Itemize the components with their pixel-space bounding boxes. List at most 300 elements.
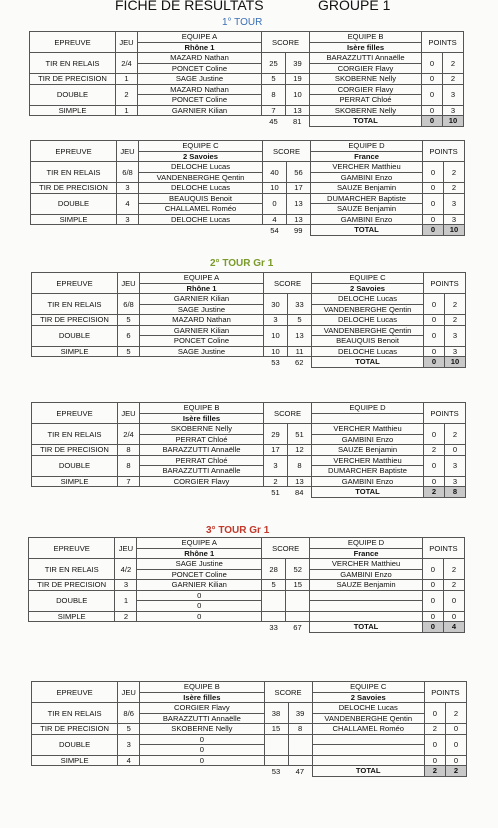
score-b-cell: 52 — [286, 559, 310, 580]
tour-1-label: 1° TOUR — [222, 17, 263, 28]
team-b-name: France — [311, 151, 423, 162]
team-a-header: EQUIPE A — [140, 273, 264, 284]
jeu-header: JEU — [118, 682, 140, 703]
totals-row — [31, 225, 465, 236]
points-a-cell: 0 — [423, 183, 444, 194]
player-b-cell: SKOBERNE Nelly — [310, 74, 422, 85]
table-row — [32, 294, 466, 305]
blank-cell — [140, 487, 264, 498]
jeu-cell: 1 — [116, 74, 138, 85]
points-a-cell: 0 — [422, 53, 443, 74]
points-b-cell: 0 — [445, 445, 466, 456]
points-b-cell: 3 — [445, 325, 466, 346]
points-b-cell: 2 — [445, 315, 466, 326]
player-b-cell: PERRAT Chloé — [310, 95, 422, 106]
jeu-header: JEU — [118, 403, 140, 424]
score-header: SCORE — [262, 32, 310, 53]
score-b-cell: 33 — [288, 294, 312, 315]
total-label: TOTAL — [310, 622, 423, 633]
epreuve-cell: TIR EN RELAIS — [30, 53, 116, 74]
player-b-cell: VERCHER Matthieu — [311, 162, 423, 173]
score-a-cell: 7 — [262, 105, 286, 116]
score-sum-a: 51 — [271, 487, 280, 497]
score-a-cell: 38 — [264, 703, 288, 724]
points-b-cell: 2 — [444, 162, 465, 183]
epreuve-cell: SIMPLE — [32, 346, 118, 357]
team-a-header: EQUIPE B — [140, 682, 264, 693]
score-sum-a: 53 — [271, 357, 280, 367]
jeu-cell: 2/4 — [118, 424, 140, 445]
team-b-name: 2 Savoies — [312, 692, 424, 703]
player-a-cell: CHALLAMEL Roméo — [139, 204, 263, 215]
points-a-cell: 0 — [424, 346, 445, 357]
blank-cell — [31, 225, 117, 236]
score-sum-a: 54 — [270, 225, 279, 235]
epreuve-cell: TIR DE PRECISION — [32, 315, 118, 326]
totals-row — [32, 766, 467, 777]
total-points-b: 8 — [445, 487, 466, 498]
score-b-cell — [286, 590, 310, 611]
score-a-cell: 0 — [263, 193, 287, 214]
blank-cell — [138, 116, 262, 127]
player-a-cell: PONCET Coline — [140, 336, 264, 347]
player-b-cell: SKOBERNE Nelly — [310, 105, 422, 116]
score-sum-b: 47 — [295, 766, 305, 776]
total-points-b: 10 — [444, 225, 465, 236]
player-a-cell: BARAZZUTTI Annaëlle — [140, 466, 264, 477]
points-b-cell: 3 — [445, 346, 466, 357]
score-sum-b: 84 — [295, 487, 304, 497]
totals-row — [30, 116, 464, 127]
team-a-header: EQUIPE A — [138, 32, 262, 43]
player-b-cell: DUMARCHER Baptiste — [311, 193, 423, 204]
jeu-header: JEU — [115, 538, 137, 559]
player-b-cell: GAMBINI Enzo — [312, 476, 424, 487]
total-label: TOTAL — [310, 116, 422, 127]
player-a-cell: GARNIER Kilian — [140, 294, 264, 305]
jeu-cell: 1 — [115, 590, 137, 611]
player-b-cell: BEAUQUIS Benoit — [312, 336, 424, 347]
sheet-title: FICHE DE RESULTATS — [115, 0, 264, 13]
total-label: TOTAL — [312, 766, 424, 777]
jeu-cell: 4 — [117, 193, 139, 214]
total-points-b: 4 — [443, 622, 464, 633]
score-b-cell: 39 — [288, 703, 312, 724]
points-header: POINTS — [424, 273, 466, 294]
points-a-cell: 0 — [423, 193, 444, 214]
score-b-cell: 13 — [288, 325, 312, 346]
player-b-cell: VANDENBERGHE Qentin — [312, 325, 424, 336]
epreuve-cell: TIR DE PRECISION — [30, 74, 116, 85]
score-b-cell: 5 — [288, 315, 312, 326]
points-a-cell: 2 — [424, 445, 445, 456]
score-a-cell: 5 — [262, 74, 286, 85]
team-b-header: EQUIPE D — [311, 141, 423, 152]
match-table — [31, 272, 466, 368]
total-points-b: 10 — [443, 116, 464, 127]
player-a-cell: SAGE Justine — [137, 559, 262, 570]
player-a-cell: BARAZZUTTI Annaëlle — [140, 713, 264, 724]
points-a-cell: 0 — [424, 315, 445, 326]
total-points-a: 0 — [422, 116, 443, 127]
epreuve-header: EPREUVE — [30, 32, 116, 53]
player-b-cell: DELOCHE Lucas — [312, 294, 424, 305]
player-b-cell: CHALLAMEL Roméo — [312, 724, 424, 735]
points-b-cell: 2 — [443, 74, 464, 85]
tour-3-label: 3° TOUR Gr 1 — [206, 525, 270, 536]
total-points-a: 0 — [424, 357, 445, 368]
player-b-cell: SAUZE Benjamin — [311, 183, 423, 194]
points-b-cell: 0 — [445, 755, 466, 766]
jeu-header: JEU — [118, 273, 140, 294]
jeu-cell: 2 — [116, 84, 138, 105]
blank-cell — [32, 487, 118, 498]
jeu-cell: 4/2 — [115, 559, 137, 580]
player-b-cell: DELOCHE Lucas — [312, 703, 424, 714]
blank-cell — [118, 766, 140, 777]
jeu-cell: 3 — [117, 214, 139, 225]
player-a-cell: 0 — [137, 611, 262, 622]
player-a-cell: VANDENBERGHE Qentin — [139, 172, 263, 183]
team-a-name: Rhône 1 — [138, 42, 262, 53]
player-a-cell: PONCET Coline — [137, 569, 262, 580]
score-a-cell: 10 — [263, 183, 287, 194]
player-a-cell: PONCET Coline — [138, 63, 262, 74]
player-b-cell: VERCHER Matthieu — [312, 424, 424, 435]
team-a-name: 2 Savoies — [139, 151, 263, 162]
points-b-cell: 3 — [444, 214, 465, 225]
header-row — [32, 273, 466, 284]
team-b-header: EQUIPE C — [312, 273, 424, 284]
score-sum-a: 53 — [271, 766, 281, 776]
player-b-cell — [310, 601, 423, 612]
points-a-cell: 0 — [422, 611, 443, 622]
table-row — [31, 183, 465, 194]
player-a-cell: PONCET Coline — [138, 95, 262, 106]
player-b-cell: BARAZZUTTI Annaëlle — [310, 53, 422, 64]
blank-cell — [117, 225, 139, 236]
score-header: SCORE — [263, 141, 311, 162]
blank-cell — [140, 357, 264, 368]
score-b-cell: 56 — [287, 162, 311, 183]
player-a-cell: 0 — [140, 755, 264, 766]
jeu-header: JEU — [116, 32, 138, 53]
team-a-header: EQUIPE B — [140, 403, 264, 414]
epreuve-header: EPREUVE — [32, 273, 118, 294]
points-a-cell: 0 — [424, 476, 445, 487]
epreuve-cell: SIMPLE — [32, 755, 118, 766]
points-a-cell: 0 — [422, 580, 443, 591]
match-table — [31, 402, 466, 498]
totals-row — [32, 487, 466, 498]
score-a-cell: 25 — [262, 53, 286, 74]
player-b-cell: GAMBINI Enzo — [310, 569, 423, 580]
player-b-cell: VERCHER Matthieu — [312, 455, 424, 466]
points-b-cell: 0 — [445, 734, 466, 755]
player-a-cell: SKOBERNE Nelly — [140, 724, 264, 735]
player-a-cell: PERRAT Chloé — [140, 434, 264, 445]
total-points-a: 2 — [424, 487, 445, 498]
jeu-cell: 8 — [118, 445, 140, 456]
points-a-cell: 2 — [424, 724, 445, 735]
totals-row — [32, 357, 466, 368]
jeu-cell: 6/8 — [118, 294, 140, 315]
table-row — [32, 346, 466, 357]
points-a-cell: 0 — [424, 294, 445, 315]
score-b-cell: 10 — [286, 84, 310, 105]
jeu-cell: 7 — [118, 476, 140, 487]
points-a-cell: 0 — [424, 755, 445, 766]
score-header: SCORE — [264, 403, 312, 424]
score-a-cell: 8 — [262, 84, 286, 105]
total-points-b: 10 — [445, 357, 466, 368]
blank-cell — [137, 622, 262, 633]
player-a-cell: SKOBERNE Nelly — [140, 424, 264, 435]
score-b-cell — [288, 734, 312, 755]
header-row — [32, 403, 466, 414]
score-a-cell: 10 — [264, 325, 288, 346]
points-b-cell: 2 — [445, 424, 466, 445]
score-a-cell — [262, 590, 286, 611]
table-row — [31, 162, 465, 173]
points-b-cell: 0 — [443, 611, 464, 622]
table-row — [32, 476, 466, 487]
player-b-cell: DELOCHE Lucas — [312, 346, 424, 357]
score-b-cell — [286, 611, 310, 622]
player-b-cell: GAMBINI Enzo — [311, 214, 423, 225]
points-a-cell: 0 — [424, 424, 445, 445]
player-b-cell: GAMBINI Enzo — [312, 434, 424, 445]
blank-cell — [139, 225, 263, 236]
player-a-cell: SAGE Justine — [140, 304, 264, 315]
table-row — [31, 193, 465, 204]
table-row — [30, 105, 464, 116]
points-b-cell: 3 — [443, 84, 464, 105]
score-a-cell: 30 — [264, 294, 288, 315]
player-b-cell — [312, 734, 424, 745]
blank-cell — [32, 357, 118, 368]
player-b-cell: SAUZE Benjamin — [312, 445, 424, 456]
table-row — [32, 315, 466, 326]
player-a-cell: MAZARD Nathan — [140, 315, 264, 326]
team-b-name: 2 Savoies — [312, 283, 424, 294]
blank-cell — [29, 622, 115, 633]
score-a-cell — [264, 734, 288, 755]
player-a-cell: SAGE Justine — [138, 74, 262, 85]
score-a-cell: 17 — [264, 445, 288, 456]
team-b-header: EQUIPE D — [310, 538, 423, 549]
player-b-cell: VANDENBERGHE Qentin — [312, 304, 424, 315]
table-row — [32, 325, 466, 336]
score-a-cell: 10 — [264, 346, 288, 357]
total-label: TOTAL — [312, 357, 424, 368]
player-b-cell — [310, 611, 423, 622]
player-a-cell: BARAZZUTTI Annaëlle — [140, 445, 264, 456]
score-b-cell: 17 — [287, 183, 311, 194]
blank-cell — [140, 766, 264, 777]
table-row — [30, 53, 464, 64]
team-b-name: France — [310, 548, 423, 559]
jeu-cell: 2 — [115, 611, 137, 622]
table-row — [30, 74, 464, 85]
points-b-cell: 3 — [444, 193, 465, 214]
points-b-cell: 2 — [443, 580, 464, 591]
epreuve-cell: SIMPLE — [30, 105, 116, 116]
blank-cell — [118, 357, 140, 368]
blank-cell — [116, 116, 138, 127]
match-table — [28, 537, 465, 633]
blank-cell — [118, 487, 140, 498]
player-a-cell: CORGIER Flavy — [140, 703, 264, 714]
team-a-header: EQUIPE C — [139, 141, 263, 152]
player-a-cell: 0 — [140, 734, 264, 745]
player-b-cell — [310, 590, 423, 601]
score-b-cell: 51 — [288, 424, 312, 445]
epreuve-cell: TIR EN RELAIS — [29, 559, 115, 580]
score-header: SCORE — [264, 682, 312, 703]
table-row — [32, 445, 466, 456]
player-b-cell: SAUZE Benjamin — [311, 204, 423, 215]
score-b-cell: 13 — [287, 214, 311, 225]
blank-cell — [115, 622, 137, 633]
epreuve-cell: DOUBLE — [32, 325, 118, 346]
epreuve-cell: TIR EN RELAIS — [31, 162, 117, 183]
jeu-cell: 8 — [118, 455, 140, 476]
table-row — [29, 580, 465, 591]
epreuve-cell: TIR EN RELAIS — [32, 703, 118, 724]
score-a-cell: 5 — [262, 580, 286, 591]
table-row — [32, 424, 466, 435]
score-sum-a: 33 — [269, 622, 278, 632]
epreuve-cell: TIR DE PRECISION — [31, 183, 117, 194]
team-b-header: EQUIPE C — [312, 682, 424, 693]
team-b-header: EQUIPE B — [310, 32, 422, 43]
points-header: POINTS — [423, 141, 465, 162]
team-a-name: Isère filles — [140, 413, 264, 424]
points-header: POINTS — [422, 538, 464, 559]
score-a-cell: 40 — [263, 162, 287, 183]
jeu-cell: 1 — [116, 105, 138, 116]
epreuve-cell: DOUBLE — [32, 734, 118, 755]
points-b-cell: 3 — [443, 105, 464, 116]
table-row — [32, 755, 467, 766]
points-b-cell: 3 — [445, 476, 466, 487]
player-b-cell: VERCHER Matthieu — [310, 559, 423, 570]
player-a-cell: BEAUQUIS Benoit — [139, 193, 263, 204]
points-a-cell: 0 — [423, 214, 444, 225]
score-sum-a: 45 — [269, 116, 278, 126]
epreuve-cell: DOUBLE — [32, 455, 118, 476]
epreuve-header: EPREUVE — [29, 538, 115, 559]
epreuve-header: EPREUVE — [31, 141, 117, 162]
table-row — [32, 734, 467, 745]
player-b-cell: VANDENBERGHE Qentin — [312, 713, 424, 724]
points-b-cell: 2 — [445, 703, 466, 724]
score-header: SCORE — [262, 538, 310, 559]
match-table — [31, 681, 467, 777]
jeu-cell: 8/6 — [118, 703, 140, 724]
points-b-cell: 2 — [443, 559, 464, 580]
epreuve-cell: TIR DE PRECISION — [32, 724, 118, 735]
match-table — [30, 140, 465, 236]
score-a-cell: 4 — [263, 214, 287, 225]
header-row — [30, 32, 464, 43]
points-a-cell: 0 — [424, 703, 445, 724]
table-row — [32, 703, 467, 714]
epreuve-cell: SIMPLE — [29, 611, 115, 622]
table-row — [32, 455, 466, 466]
total-label: TOTAL — [311, 225, 423, 236]
score-b-cell: 8 — [288, 455, 312, 476]
score-a-cell: 3 — [264, 315, 288, 326]
epreuve-header: EPREUVE — [32, 403, 118, 424]
player-a-cell: GARNIER Kilian — [140, 325, 264, 336]
points-b-cell: 2 — [444, 183, 465, 194]
points-a-cell: 0 — [424, 734, 445, 755]
player-a-cell: SAGE Justine — [140, 346, 264, 357]
table-row — [32, 724, 467, 735]
points-a-cell: 0 — [424, 325, 445, 346]
score-a-cell: 28 — [262, 559, 286, 580]
match-table — [29, 31, 464, 127]
points-a-cell: 0 — [422, 590, 443, 611]
player-a-cell: 0 — [140, 745, 264, 756]
player-a-cell: DELOCHE Lucas — [139, 162, 263, 173]
points-a-cell: 0 — [422, 84, 443, 105]
score-a-cell: 15 — [264, 724, 288, 735]
player-a-cell: DELOCHE Lucas — [139, 214, 263, 225]
score-b-cell: 19 — [286, 74, 310, 85]
player-a-cell: 0 — [137, 601, 262, 612]
score-b-cell: 13 — [286, 105, 310, 116]
team-b-header: EQUIPE D — [312, 403, 424, 414]
team-b-name: Isère filles — [310, 42, 422, 53]
player-b-cell: DELOCHE Lucas — [312, 315, 424, 326]
player-a-cell: PERRAT Chloé — [140, 455, 264, 466]
totals-row — [29, 622, 465, 633]
score-b-cell — [288, 755, 312, 766]
total-points-a: 0 — [423, 225, 444, 236]
table-row — [31, 214, 465, 225]
header-row — [29, 538, 465, 549]
epreuve-cell: TIR EN RELAIS — [32, 294, 118, 315]
table-row — [29, 590, 465, 601]
points-b-cell: 0 — [445, 724, 466, 735]
table-row — [30, 84, 464, 95]
jeu-cell: 6 — [118, 325, 140, 346]
blank-cell — [32, 766, 118, 777]
group-title: GROUPE 1 — [318, 0, 391, 13]
jeu-cell: 4 — [118, 755, 140, 766]
page-header — [0, 0, 498, 14]
score-b-cell: 15 — [286, 580, 310, 591]
jeu-header: JEU — [117, 141, 139, 162]
points-header: POINTS — [424, 682, 466, 703]
jeu-cell: 3 — [115, 580, 137, 591]
team-b-name — [312, 413, 424, 424]
total-points-a: 2 — [424, 766, 445, 777]
player-a-cell: DELOCHE Lucas — [139, 183, 263, 194]
player-b-cell: CORGIER Flavy — [310, 63, 422, 74]
score-sum-b: 81 — [293, 116, 302, 126]
score-b-cell: 13 — [287, 193, 311, 214]
header-row — [31, 141, 465, 152]
team-a-header: EQUIPE A — [137, 538, 262, 549]
player-a-cell: MAZARD Nathan — [138, 53, 262, 64]
score-sum-b: 99 — [294, 225, 303, 235]
blank-cell — [30, 116, 116, 127]
points-a-cell: 0 — [423, 162, 444, 183]
